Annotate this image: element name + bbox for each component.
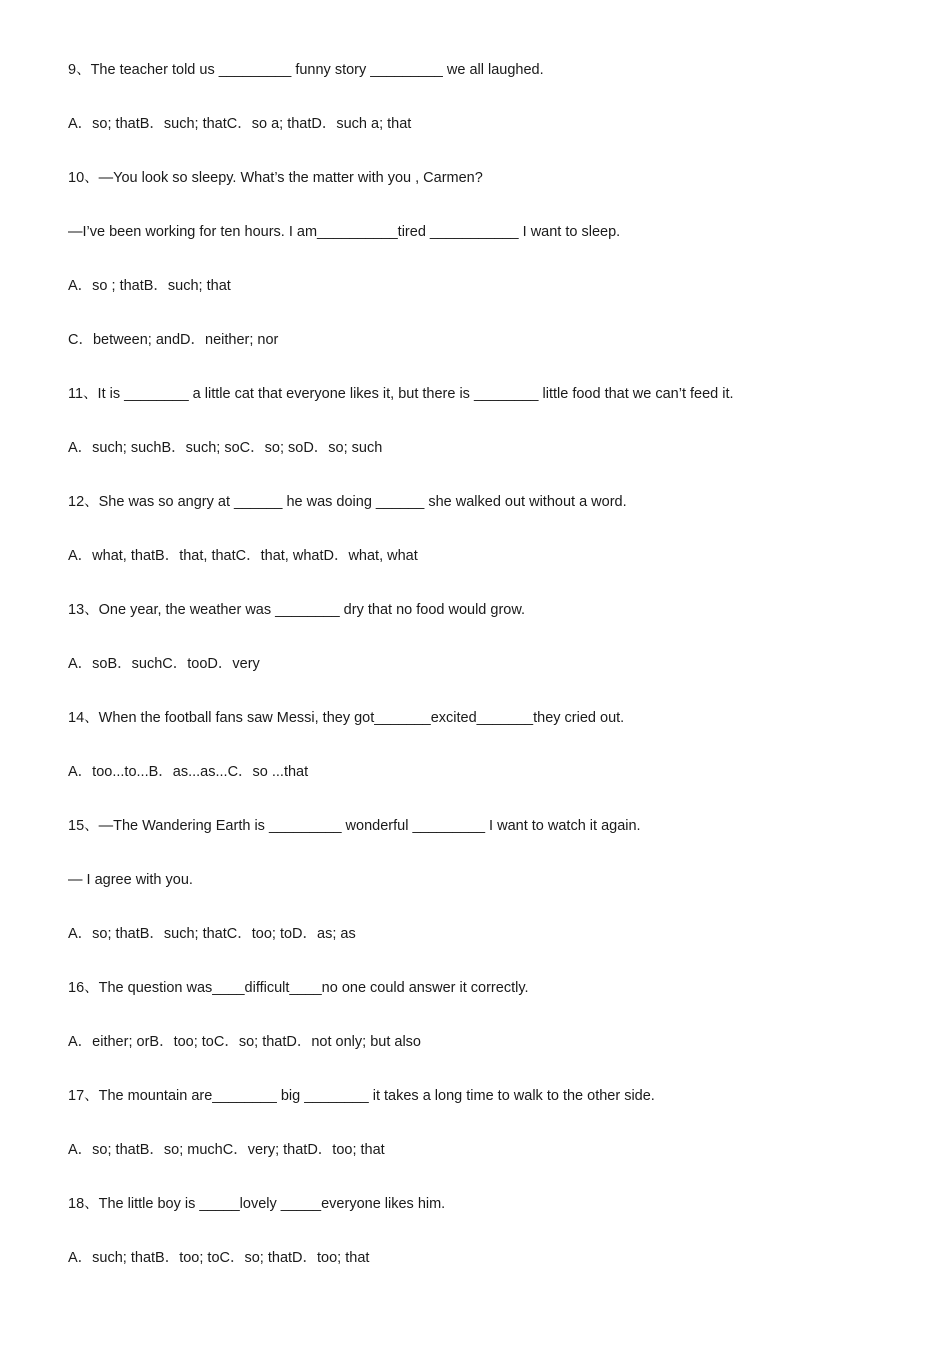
question-10: 10、—You look so sleepy. What’s the matter with you , Carmen? xyxy=(68,170,483,186)
options-10-ab: A．so ; thatB．such; that xyxy=(68,278,231,294)
options-13: A．soB．suchC．tooD．very xyxy=(68,656,260,672)
options-15: A．so; thatB．such; thatC．too; toD．as; as xyxy=(68,926,356,942)
options-12: A．what, thatB．that, thatC．that, whatD．what, what xyxy=(68,548,418,564)
question-15-reply: — I agree with you. xyxy=(68,872,193,888)
options-14: A．too...to...B．as...as...C．so ...that xyxy=(68,764,309,780)
options-10-cd: C．between; andD．neither; nor xyxy=(68,332,279,348)
options-11: A．such; suchB．such; soC．so; soD．so; such xyxy=(68,440,383,456)
options-17: A．so; thatB．so; muchC．very; thatD．too; that xyxy=(68,1142,385,1158)
question-17: 17、The mountain are________ big ________ it takes a long time to walk to the other side. xyxy=(68,1088,655,1104)
question-16: 16、The question was____difficult____no one could answer it correctly. xyxy=(68,980,529,996)
options-18: A．such; thatB．too; toC．so; thatD．too; that xyxy=(68,1250,370,1266)
question-15: 15、—The Wandering Earth is _________ wonderful _________ I want to watch it again. xyxy=(68,818,641,834)
question-18: 18、The little boy is _____lovely _____everyone likes him. xyxy=(68,1196,446,1212)
question-14: 14、When the football fans saw Messi, they got_______excited_______they cried out. xyxy=(68,710,625,726)
question-13: 13、One year, the weather was ________ dry that no food would grow. xyxy=(68,602,526,618)
options-16: A．either; orB．too; toC．so; thatD．not only; but also xyxy=(68,1034,421,1050)
options-9: A．so; thatB．such; thatC．so a; thatD．such a; that xyxy=(68,116,412,132)
question-9: 9、The teacher told us _________ funny story _________ we all laughed. xyxy=(68,62,544,78)
question-11: 11、It is ________ a little cat that everyone likes it, but there is ________ little food that we can’t feed it. xyxy=(68,386,734,402)
question-10-reply: —I’ve been working for ten hours. I am__________tired ___________ I want to sleep. xyxy=(68,224,621,240)
question-12: 12、She was so angry at ______ he was doing ______ she walked out without a word. xyxy=(68,494,627,510)
